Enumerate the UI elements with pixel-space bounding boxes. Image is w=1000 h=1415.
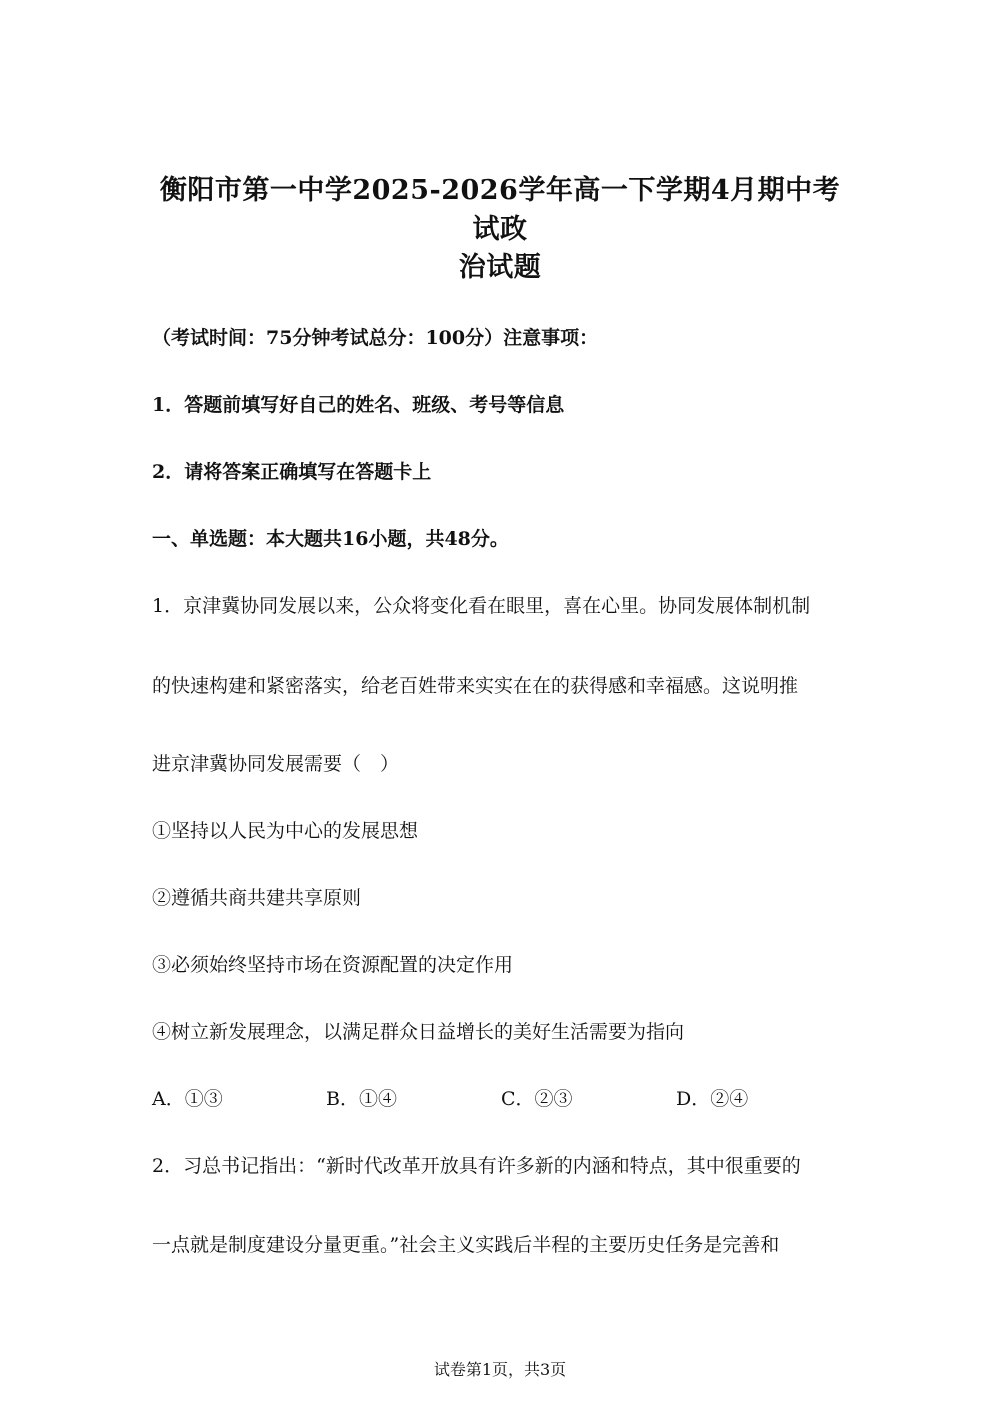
q1-option-b: B．①④ (326, 1088, 397, 1110)
q1-option-a: A．①③ (152, 1088, 223, 1110)
page-footer: 试卷第1页，共3页 (433, 1360, 567, 1379)
exam-title-line1: 衡阳市第一中学2025-2026学年高一下学期4月期中考试政 (159, 175, 841, 245)
q1-stem-line1: 1．京津冀协同发展以来，公众将变化看在眼里，喜在心里。协同发展体制机制 (152, 595, 811, 617)
notice-item-2: 2．请将答案正确填写在答题卡上 (152, 461, 432, 483)
q1-statement-3: ③必须始终坚持市场在资源配置的决定作用 (152, 954, 514, 976)
section-heading: 一、单选题：本大题共16小题，共48分。 (152, 528, 509, 550)
notice-item-1: 1．答题前填写好自己的姓名、班级、考号等信息 (152, 394, 565, 416)
q2-stem-line2: 一点就是制度建设分量更重。”社会主义实践后半程的主要历史任务是完善和 (152, 1234, 780, 1256)
q1-statement-1: ①坚持以人民为中心的发展思想 (152, 820, 419, 842)
q1-option-c: C．②③ (501, 1088, 573, 1110)
q1-statement-2: ②遵循共商共建共享原则 (152, 887, 362, 909)
q2-stem-line1: 2．习总书记指出：“新时代改革开放具有许多新的内涵和特点，其中很重要的 (152, 1155, 801, 1177)
q1-stem-line3: 进京津冀协同发展需要（ ） (152, 753, 400, 775)
exam-title-line2: 治试题 (458, 252, 542, 283)
notice-header: （考试时间：75分钟考试总分：100分）注意事项： (152, 327, 599, 349)
q1-stem-line2: 的快速构建和紧密落实，给老百姓带来实实在在的获得感和幸福感。这说明推 (152, 675, 799, 697)
q1-statement-4: ④树立新发展理念，以满足群众日益增长的美好生活需要为指向 (152, 1021, 685, 1043)
q1-option-d: D．②④ (676, 1088, 749, 1110)
